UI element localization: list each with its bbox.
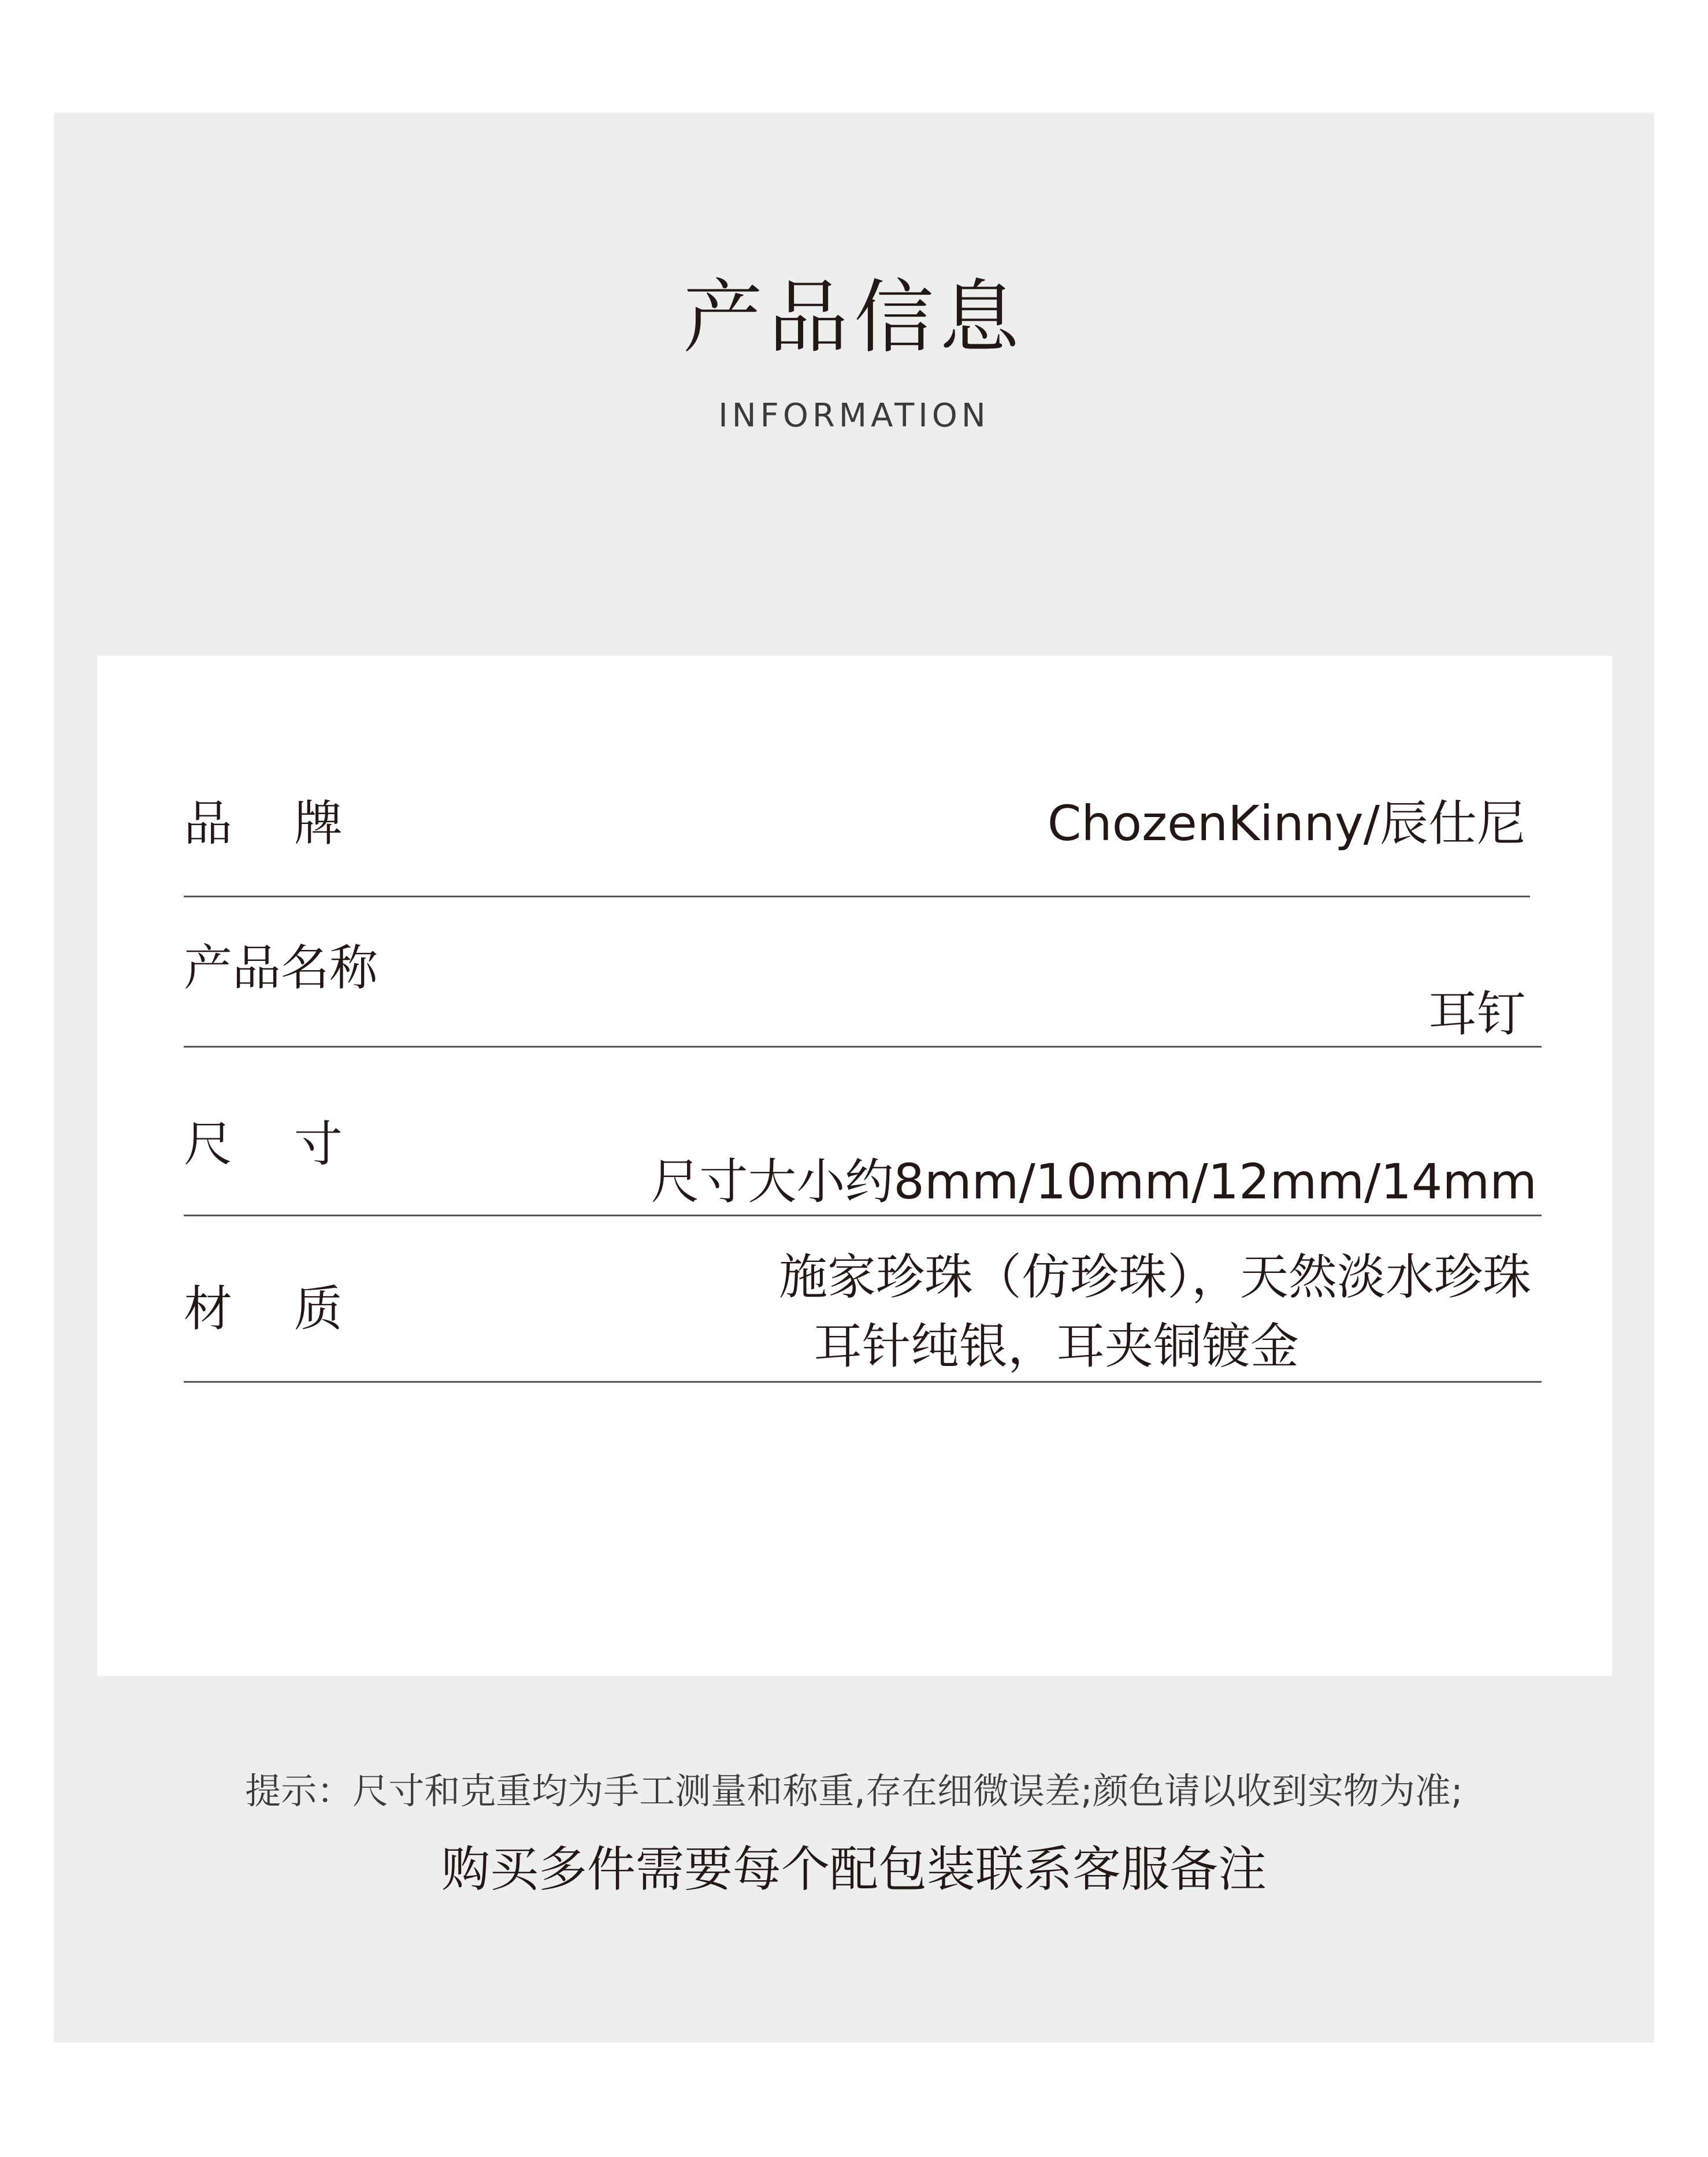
product-name-label: 产品名称 xyxy=(184,940,378,996)
size-label: 尺 寸 xyxy=(184,1116,343,1172)
material-value-line2: 耳针纯银，耳夹铜镀金 xyxy=(814,1318,1299,1375)
spec-card xyxy=(97,656,1612,1676)
brand-value: ChozenKinny/辰仕尼 xyxy=(1047,795,1525,852)
packaging-note: 购买多件需要每个配包装联系客服备注 xyxy=(441,1841,1267,1898)
material-value-line1: 施家珍珠（仿珍珠），天然淡水珍珠 xyxy=(778,1249,1531,1305)
row-divider xyxy=(184,1381,1542,1383)
page-title: 产品信息 xyxy=(682,271,1025,364)
material-label: 材 质 xyxy=(184,1280,343,1337)
info-panel xyxy=(54,113,1654,2043)
measurement-tip: 提示：尺寸和克重均为手工测量和称重,存在细微误差;颜色请以收到实物为准; xyxy=(245,1770,1463,1812)
page-subtitle: INFORMATION xyxy=(718,397,990,435)
row-divider xyxy=(184,1215,1542,1216)
row-divider xyxy=(184,1046,1542,1048)
row-divider xyxy=(184,896,1530,897)
brand-label: 品 牌 xyxy=(184,795,343,852)
size-value: 尺寸大小约8mm/10mm/12mm/14mm xyxy=(651,1153,1537,1210)
product-name-value: 耳钉 xyxy=(1428,986,1525,1042)
